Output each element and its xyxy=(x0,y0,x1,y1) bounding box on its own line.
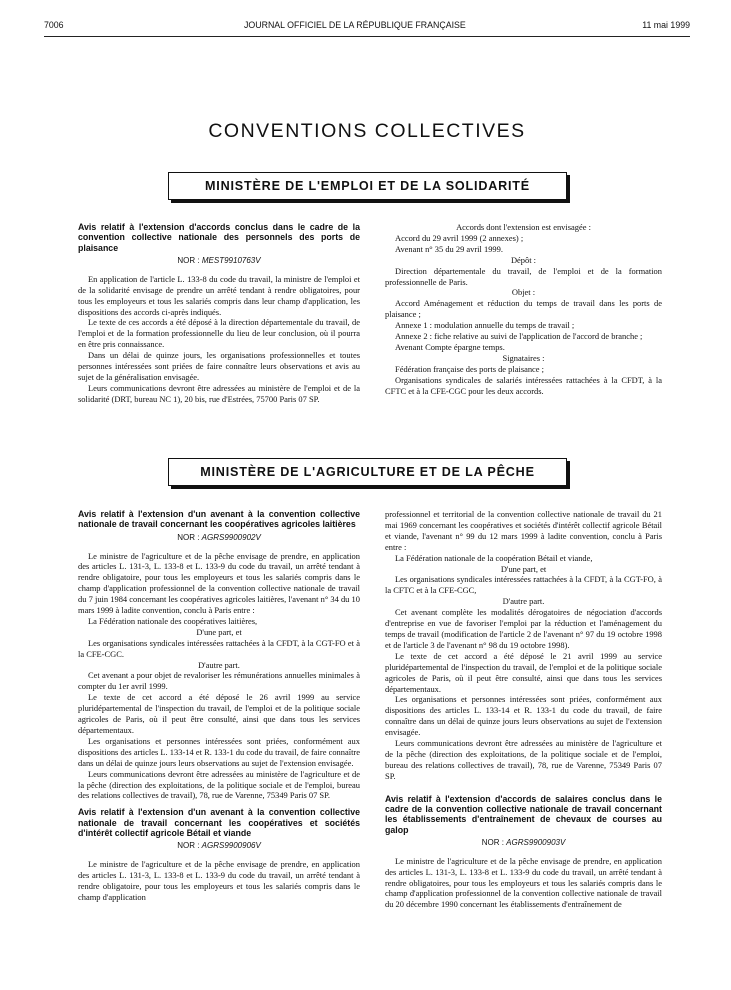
paragraph: Leurs communications devront être adressées au ministère de l'agriculture et de la pêche (direction des exploitations, de la politique sociale et de l'emploi, bureau des relations collectives de travail), 78, rue de Varenne, 75349 Paris 07 SP. xyxy=(385,738,662,781)
paragraph: Les organisations syndicales intéressées rattachées à la CFDT, à la CGT-FO et à la CFE-CGC. xyxy=(78,637,360,659)
notice-heading: Avis relatif à l'extension d'accords de salaires conclus dans le cadre de la convention collective nationale de travail concernant les établissements d'entraînement de chevaux de courses au galop xyxy=(385,793,662,835)
nor-code: AGRS9900903V xyxy=(506,837,566,847)
notice-heading: Avis relatif à l'extension d'un avenant à la convention collective nationale de travail concernant les coopératives et sociétés d'intérêt collectif agricole Bétail et viande xyxy=(78,807,360,838)
paragraph: Le ministre de l'agriculture et de la pêche envisage de prendre, en application des articles L. 131-3, L. 133-8 et L. 133-9 du code du travail, un arrêté tendant à rendre obligatoires, pour tous les employeurs et tous les salariés compris dans le champ d'application professionnel de la convention collective nationale de travail du 20 décembre 1990 concernant les établissements d'entraînement de xyxy=(385,855,662,910)
nor-code: AGRS9900902V xyxy=(201,532,261,542)
nor-label: NOR : xyxy=(177,841,200,851)
journal-title: JOURNAL OFFICIEL DE LA RÉPUBLIQUE FRANÇAISE xyxy=(244,20,466,30)
paragraph: D'autre part. xyxy=(198,659,240,670)
nor-reference xyxy=(78,533,360,544)
paragraph: Le texte de cet accord a été déposé le 21 avril 1999 au service pluridépartemental de l'inspection du travail, de l'emploi et de la politique sociale agricoles de Paris, où il peut être consulté, ainsi que dans tous les services départementaux. xyxy=(385,650,662,694)
paragraph: En application de l'article L. 133-8 du code du travail, la ministre de l'emploi et de la solidarité envisage de prendre un arrêté tendant à rendre obligatoires, pour tous les employeurs et tous les salariés compris dans leur champ d'application, les dispositions des accords ci-après indiqués. xyxy=(78,273,360,317)
notice-heading: Avis relatif à l'extension d'accords conclus dans le cadre de la convention collective nationale des personnels des ports de plaisance xyxy=(78,222,360,253)
running-header xyxy=(44,20,690,34)
paragraph: Dépôt : xyxy=(510,254,537,265)
paragraph: Annexe 1 : modulation annuelle du temps de travail ; xyxy=(395,320,575,331)
paragraph: Cet avenant a pour objet de revaloriser les rémunérations annuelles minimales à compter du 1er avril 1999. xyxy=(78,670,360,692)
paragraph: Signataires : xyxy=(502,352,545,363)
notice-heading: Avis relatif à l'extension d'un avenant à la convention collective nationale de travail concernant les coopératives agricoles laitières xyxy=(78,509,360,530)
paragraph: Les organisations et personnes intéressées sont priées, conformément aux dispositions des articles L. 133-14 et R. 133-1 du code du travail, de faire connaître dans un délai de quinze jours leurs observations au sujet de l'extension envisagée. xyxy=(385,694,662,738)
page-number: 7006 xyxy=(44,20,64,30)
paragraph: Objet : xyxy=(511,287,536,298)
header-rule xyxy=(44,36,690,37)
paragraph: Accord du 29 avril 1999 (2 annexes) ; xyxy=(395,232,524,243)
paragraph: Le texte de cet accord a été déposé le 26 avril 1999 au service pluridépartemental de l'inspection du travail, de l'emploi et de la politique sociale agricoles de Paris, où il peut être consulté, ainsi que dans tous les services départementaux. xyxy=(78,692,360,735)
paragraph: Dans un délai de quinze jours, les organisations professionnelles et toutes personnes intéressées sont priées de faire connaître leurs observations et avis au sujet de la généralisation envisagée. xyxy=(78,350,360,382)
nor-reference xyxy=(385,838,662,849)
s1-right-column xyxy=(385,222,662,397)
ministry-title: MINISTÈRE DE L'EMPLOI ET DE LA SOLIDARITÉ xyxy=(205,179,530,193)
paragraph: professionnel et territorial de la convention collective nationale de travail du 21 mai 1969 concernant les coopératives et sociétés d'intérêt collectif agricole Bétail et viande, l'avenant n° 99 du 12 mars 1999 à ladite convention, conclu à Paris entre : xyxy=(385,509,662,552)
paragraph: D'autre part. xyxy=(502,596,545,607)
paragraph: Les organisations syndicales intéressées rattachées à la CFDT, à la CGT-FO, à la CFTC et à la CFE-CGC, xyxy=(385,574,662,596)
paragraph: Accords dont l'extension est envisagée : xyxy=(456,222,591,232)
paragraph: Organisations syndicales de salariés intéressées rattachées à la CFDT, à la CFTC et à la CFE-CGC pour les deux accords. xyxy=(385,374,662,396)
nor-code: MEST9910763V xyxy=(201,255,261,265)
paragraph: Fédération française des ports de plaisance ; xyxy=(395,363,545,374)
paragraph: Les organisations et personnes intéressées sont priées, conformément aux dispositions des articles L. 133-14 et R. 133-1 du code du travail, de faire connaître dans un délai de quinze jours leurs observations au sujet de l'extension envisagée. xyxy=(78,735,360,768)
nor-reference xyxy=(78,841,360,852)
nor-reference xyxy=(78,256,360,267)
s1-left-column xyxy=(78,222,360,405)
nor-label: NOR : xyxy=(177,532,200,542)
nor-label: NOR : xyxy=(177,255,200,265)
paragraph: D'une part, et xyxy=(196,626,242,637)
s2-left-column xyxy=(78,509,360,903)
paragraph: La Fédération nationale de la coopération Bétail et viande, xyxy=(395,552,593,563)
paragraph: La Fédération nationale des coopératives laitières, xyxy=(88,615,258,626)
paragraph: Leurs communications devront être adressées au ministère de l'emploi et de la solidarité (DRT, bureau NC 1), 20 bis, rue d'Estrées, 75700 Paris 07 SP. xyxy=(78,382,360,404)
ministry-title: MINISTÈRE DE L'AGRICULTURE ET DE LA PÊCHE xyxy=(200,465,535,479)
paragraph: Le ministre de l'agriculture et de la pêche envisage de prendre, en application des articles L. 131-3, L. 133-8 et L. 133-9 du code du travail, un arrêté tendant à rendre obligatoire, pour tous les employeurs et tous les salariés compris dans le champ d'application professionnel de la convention collective nationale de travail du 7 juin 1984 concernant les coopératives agricoles laitières, l'avenant n° 34 du 10 mars 1999 à ladite convention, conclu à Paris entre : xyxy=(78,550,360,616)
paragraph: D'une part, et xyxy=(500,563,547,574)
s2-right-column xyxy=(385,509,662,910)
paragraph: Le ministre de l'agriculture et de la pêche envisage de prendre, en application des articles L. 131-3, L. 133-8 et L. 133-9 du code du travail, un arrêté tendant à rendre obligatoire, pour tous les employeurs et tous les salariés compris dans le champ d'application xyxy=(78,859,360,902)
page-title: CONVENTIONS COLLECTIVES xyxy=(208,120,526,142)
issue-date: 11 mai 1999 xyxy=(642,20,690,30)
nor-label: NOR : xyxy=(481,837,504,847)
paragraph: Avenant Compte épargne temps. xyxy=(395,341,505,352)
ministry-box-emploi xyxy=(168,172,567,200)
nor-code: AGRS9900906V xyxy=(201,841,261,851)
paragraph: Leurs communications devront être adressées au ministère de l'agriculture et de la pêche (direction des exploitations, de la politique sociale et de l'emploi, bureau des relations collectives de travail), 78, rue de Varenne, 75349 Paris 07 SP. xyxy=(78,768,360,801)
paragraph: Cet avenant complète les modalités dérogatoires de négociation d'accords d'entreprise en vue de favoriser l'emploi par la réduction et l'aménagement du temps de travail (modification de l'article 2 de l'avenant n° 97 du 19 octobre 1998 et de l'article 3 de l'avenant n° 98 du 19 octobre 1998). xyxy=(385,607,662,650)
ministry-box-agriculture xyxy=(168,458,567,486)
paragraph: Accord Aménagement et réduction du temps de travail dans les ports de plaisance ; xyxy=(385,298,662,320)
paragraph: Avenant n° 35 du 29 avril 1999. xyxy=(395,243,503,254)
paragraph: Annexe 2 : fiche relative au suivi de l'application de l'accord de branche ; xyxy=(395,331,643,342)
paragraph: Direction départementale du travail, de l'emploi et de la formation professionnelle de Paris. xyxy=(385,265,662,287)
paragraph: Le texte de ces accords a été déposé à la direction départementale du travail, de l'emploi et de la formation professionnelle du lieu de leur conclusion, où il pourra en être pris connaissance. xyxy=(78,317,360,350)
